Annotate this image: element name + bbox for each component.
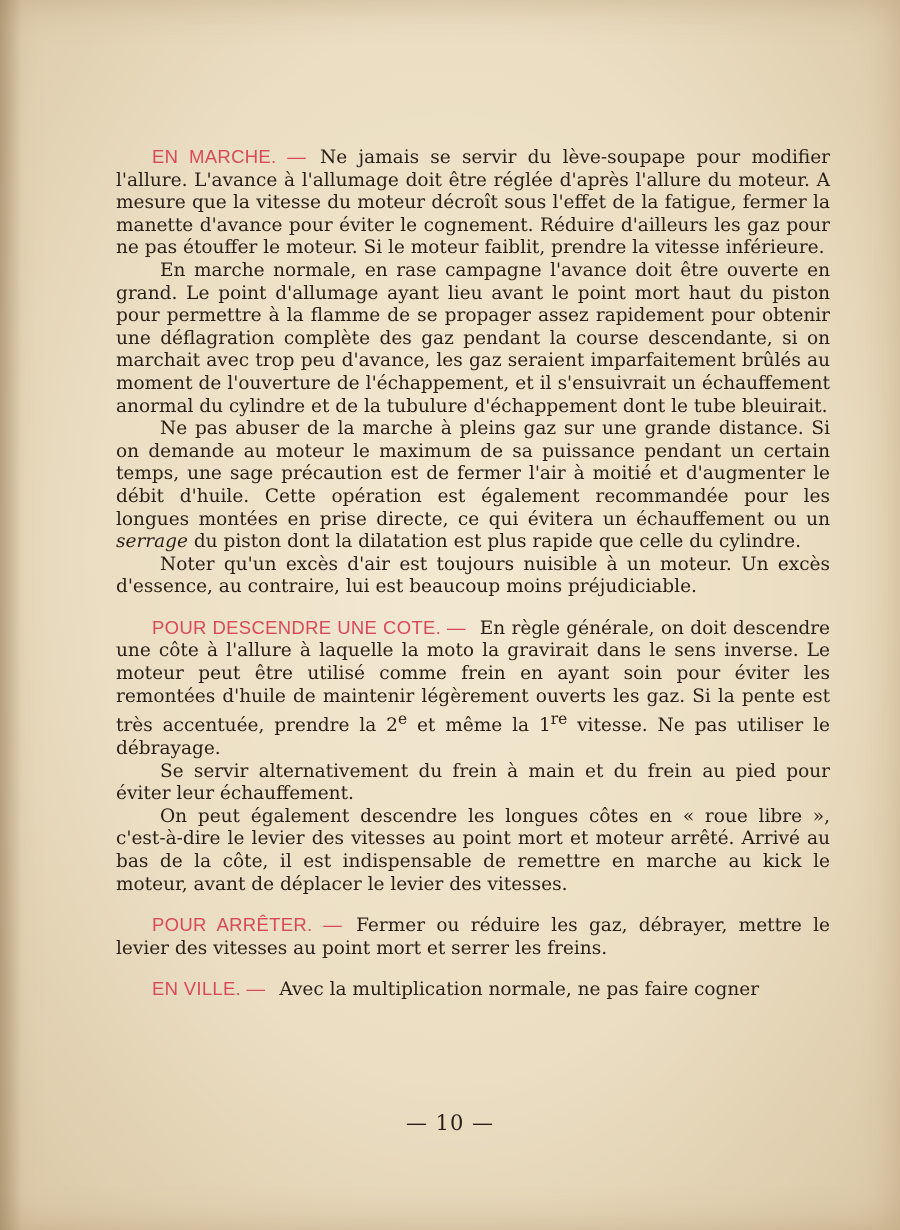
- paragraph: On peut également descendre les longues côtes en « roue libre », c'est-à-dire le levier des vitesses au point mort et moteur arrêté. Arrivé au bas de la côte, il est indispensable de remettre en marche au kick le moteur, avant de déplacer le levier des vitesses.: [116, 805, 830, 895]
- paragraph: [116, 914, 830, 960]
- paragraph-text: vitesse. Ne pas utiliser le débrayage.: [116, 715, 830, 759]
- paragraph-text: du piston dont la dilatation est plus rapide que celle du cylindre.: [193, 531, 801, 553]
- paragraph: [116, 418, 830, 554]
- paragraph: [116, 978, 830, 1002]
- superscript: re: [550, 710, 568, 729]
- section-arreter: [116, 914, 830, 960]
- paragraph: En marche normale, en rase campagne l'avance doit être ouverte en grand. Le point d'allumage ayant lieu avant le point mort haut du piston pour permettre à la flamme de se propager assez rapidement pour obtenir une déflagration complète des gaz pendant la course descendante, si on marchait avec trop peu d'avance, les gaz seraient imparfaitement brûlés au moment de l'ouverture de l'échappement, et il s'ensuivrait un échauffement anormal du cylindre et de la tubulure d'échappement dont le tube bleuirait.: [116, 259, 830, 417]
- paragraph: Noter qu'un excès d'air est toujours nuisible à un moteur. Un excès d'essence, au contraire, lui est beaucoup moins préjudiciable.: [116, 553, 830, 598]
- paragraph-text: Ne jamais se servir du lève-soupape pour modifier l'allure. L'avance à l'allumage doit être réglée d'après l'allure du moteur. A mesure que la vitesse du moteur décroît sous l'effet de la fatigue, fermer la manette d'avance pour éviter le cognement. Réduire d'ailleurs les gaz pour ne pas étouffer le moteur. Si le moteur faiblit, prendre la vitesse inférieure.: [116, 147, 831, 259]
- paragraph: [116, 617, 830, 761]
- paragraph: Se servir alternativement du frein à main et du frein au pied pour éviter leur échauffement.: [116, 760, 830, 805]
- paragraph-text: Avec la multiplication normale, ne pas faire cogner: [279, 979, 760, 1001]
- paragraph-text: Ne pas abuser de la marche à pleins gaz sur une grande distance. Si on demande au moteur le maximum de sa puissance pendant un certain temps, une sage précaution est de fermer l'air à moitié et d'augmenter le débit d'huile. Cette opération est également recommandée pour les longues montées en prise directe, ce qui évitera un échauffement ou un: [116, 418, 830, 530]
- paragraph-text: En règle générale, on doit descendre une côte à l'allure à laquelle la moto la gravirait dans le sens inverse. Le moteur peut être utilisé comme frein en ayant soin pour éviter les remontées d'huile de maintenir légèrement ouverts les gaz. Si la pente est très accentuée, prendre la 2: [116, 617, 831, 737]
- paragraph-text: Fermer ou réduire les gaz, débrayer, mettre le levier des vitesses au point mort et serrer les freins.: [116, 915, 830, 959]
- section-descendre: [116, 617, 830, 896]
- spine-shadow: [0, 0, 22, 1230]
- section-heading: POUR ARRÊTER. —: [152, 914, 343, 936]
- superscript: e: [397, 710, 408, 729]
- section-heading: POUR DESCENDRE UNE COTE. —: [152, 616, 466, 638]
- section-heading: EN VILLE. —: [152, 978, 266, 1000]
- paragraph: [116, 146, 830, 260]
- section-en-marche: [116, 146, 830, 599]
- text-block: [116, 146, 830, 1002]
- page-number: — 10 —: [405, 1111, 495, 1135]
- section-heading: EN MARCHE. —: [152, 146, 307, 167]
- paragraph-text: et même la 1: [407, 715, 551, 737]
- italic-term: serrage: [116, 531, 188, 553]
- section-en-ville: [116, 978, 830, 1002]
